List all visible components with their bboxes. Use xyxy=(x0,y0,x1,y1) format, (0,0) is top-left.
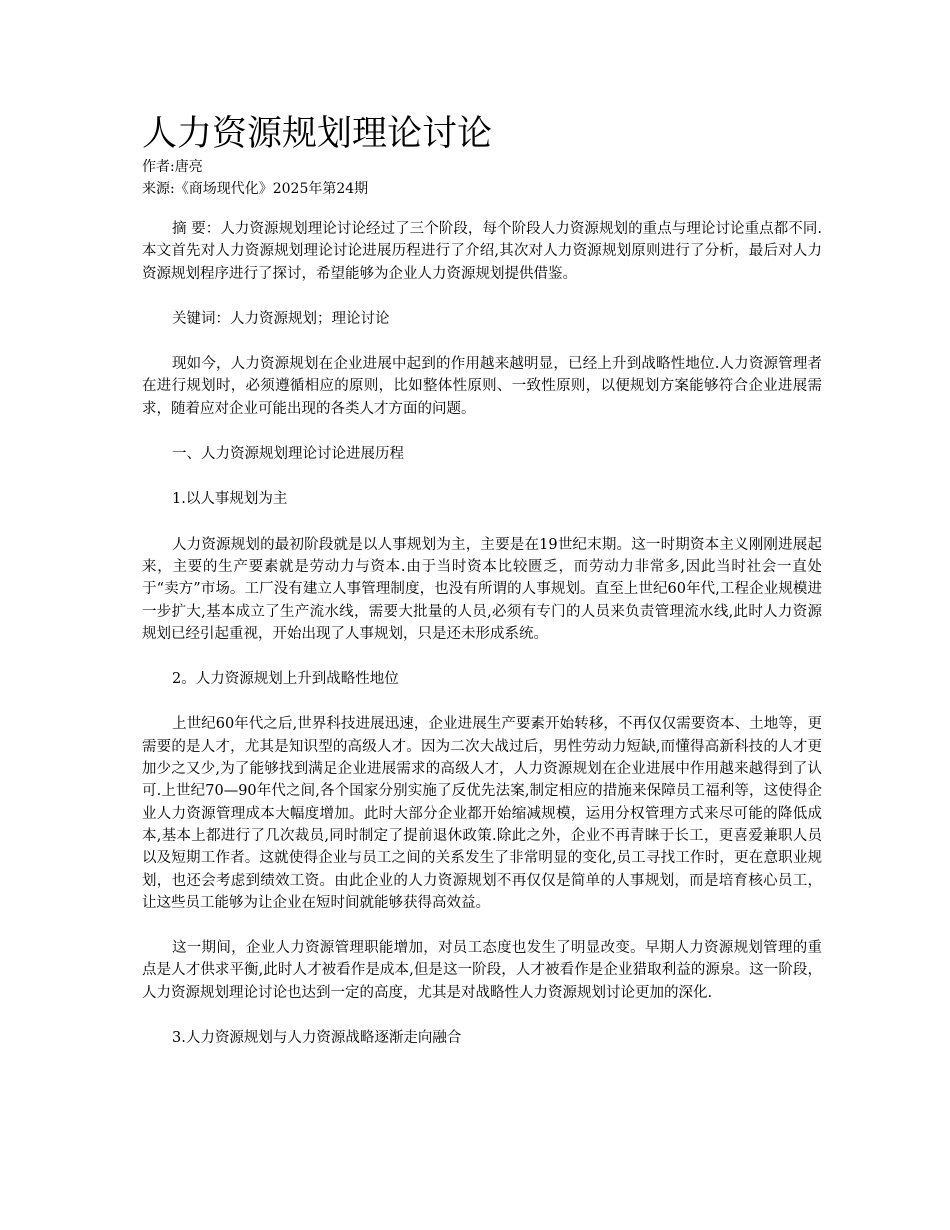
article-title: 人力资源规划理论讨论 xyxy=(142,114,493,154)
subsection-heading-2: 2。人力资源规划上升到战略性地位 xyxy=(172,671,399,688)
keywords-line: 关键词：人力资源规划；理论讨论 xyxy=(172,310,390,327)
intro-paragraph: 现如今，人力资源规划在企业进展中起到的作用越来越明显，已经上升到战略性地位.人力资源管理者在进行规划时，必须遵循相应的原则，比如整体性原则、一致性原则，以便规划方案能够符合企业进展需求，随着应对企业可能出现的各类人才方面的问题。 xyxy=(142,356,822,417)
document-page xyxy=(142,112,822,1072)
subsection-heading-3: 3.人力资源规划与人力资源战略逐渐走向融合 xyxy=(172,1030,462,1047)
section-heading-1: 一、人力资源规划理论讨论进展历程 xyxy=(172,446,404,463)
subsection-2-paragraph-2: 这一期间，企业人力资源管理职能增加，对员工态度也发生了明显改变。早期人力资源规划管理的重点是人才供求平衡,此时人才被看作是成本,但是这一阶段，人才被看作是企业猎取利益的源泉。这一阶段，人力资源规划理论讨论也达到一定的高度，尤其是对战略性人力资源规划讨论更加的深化. xyxy=(142,940,822,1001)
subsection-1-paragraph: 人力资源规划的最初阶段就是以人事规划为主，主要是在19世纪末期。这一时期资本主义刚刚进展起来，主要的生产要素就是劳动力与资本.由于当时资本比较匮乏，而劳动力非常多,因此当时社会一直处于“卖方”市场。工厂没有建立人事管理制度，也没有所谓的人事规划。直至上世纪60年代,工程企业规模进一步扩大,基本成立了生产流水线，需要大批量的人员,必须有专门的人员来负责管理流水线,此时人力资源规划已经引起重视，开始出现了人事规划，只是还未形成系统。 xyxy=(142,536,822,642)
article-author: 作者:唐亮 xyxy=(142,159,203,175)
subsection-heading-1: 1.以人事规划为主 xyxy=(172,491,288,508)
article-meta xyxy=(142,156,822,200)
article-source: 来源:《商场现代化》2025年第24期 xyxy=(142,181,369,197)
abstract-paragraph: 摘 要：人力资源规划理论讨论经过了三个阶段，每个阶段人力资源规划的重点与理论讨论重点都不同.本文首先对人力资源规划理论讨论进展历程进行了介绍,其次对人力资源规划原则进行了分析，最后对人力资源规划程序进行了探讨，希望能够为企业人力资源规划提供借鉴。 xyxy=(142,221,822,282)
subsection-2-paragraph-1: 上世纪60年代之后,世界科技进展迅速，企业进展生产要素开始转移，不再仅仅需要资本、土地等，更需要的是人才，尤其是知识型的高级人才。因为二次大战过后，男性劳动力短缺,而懂得高新科技的人才更加少之又少,为了能够找到满足企业进展需求的高级人才，人力资源规划在企业进展中作用越来越得到了认可.上世纪70—90年代之间,各个国家分别实施了反优先法案,制定相应的措施来保障员工福利等，这使得企业人力资源管理成本大幅度增加。此时大部分企业都开始缩减规模，运用分权管理方式来尽可能的降低成本,基本上都进行了几次裁员,同时制定了提前退休政策.除此之外，企业不再青睐于长工，更喜爱兼职人员以及短期工作者。这就使得企业与员工之间的关系发生了非常明显的变化,员工寻找工作时，更在意职业规划，也还会考虑到绩效工资。由此企业的人力资源规划不再仅仅是简单的人事规划，而是培育核心员工，让这些员工能够为让企业在短时间就能够获得高效益。 xyxy=(142,716,822,911)
